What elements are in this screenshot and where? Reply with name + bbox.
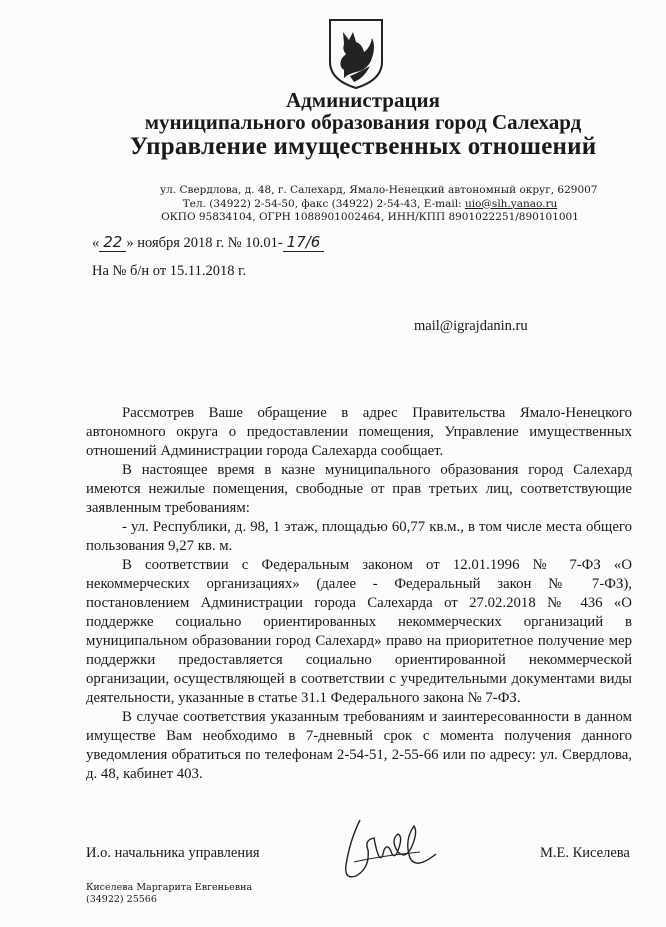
- contacts-line: Тел. (34922) 2-54-50, факс (34922) 2-54-43, E-mail: uio@slh.yanao.ru: [182, 197, 558, 210]
- letter-body: [86, 404, 632, 784]
- handwritten-signature-icon: [340, 810, 450, 890]
- executor-block: [86, 882, 252, 906]
- executor-name: Киселева Маргарита Евгеньевна: [86, 882, 253, 893]
- header-municipality: муниципального образования город Салехард: [144, 110, 582, 134]
- fox-emblem-icon: [326, 18, 386, 90]
- reply-ref: На № б/н от 15.11.2018 г.: [92, 263, 247, 279]
- paragraph: Рассмотрев Ваше обращение в адрес Правительства Ямало-Ненецкого автономного округа о предоставлении помещения, Управление имущественных отношений Администрации города Салехарда сообщает.: [86, 405, 632, 459]
- recipient-email: mail@igrajdanin.ru: [414, 318, 528, 334]
- paragraph: - ул. Республики, д. 98, 1 этаж, площадью 60,77 кв.м., в том числе места общего пользования 9,27 кв. м.: [86, 519, 632, 554]
- signatory-position: И.о. начальника управления: [86, 845, 260, 861]
- paragraph: В соответствии с Федеральным законом от 12.01.1996 № 7-ФЗ «О некоммерческих организациях» (далее - Федеральный закон № 7-ФЗ), постановлением Администрации города Салехарда от 27.02.2018 № 436 «О поддержке социально ориентированных некоммерческих организаций в муниципальном образовании город Салехард» право на приоритетное получение мер поддержки предоставляется социально ориентированной некоммерческой организации, осуществляющей в соответствии с учредительными документами виды деятельности, указанные в статье 31.1 Федерального закона № 7-ФЗ.: [86, 557, 632, 706]
- outgoing-ref: « 22 » ноября 2018 г. № 10.01- 17/6: [92, 233, 324, 252]
- header-department: Управление имущественных отношений: [129, 133, 597, 160]
- paragraph: В настоящее время в казне муниципального образования город Салехард имеются нежилые помещения, свободные от прав третьих лиц, соответствующие заявленным требованиям:: [86, 462, 632, 516]
- registration-line: ОКПО 95834104, ОГРН 1088901002464, ИНН/КПП 8901022251/890101001: [161, 211, 579, 223]
- header-administration: Администрация: [285, 88, 441, 112]
- executor-phone: (34922) 25566: [86, 894, 157, 905]
- ref-number-hand: 17/6: [283, 233, 325, 252]
- address-block: [160, 184, 598, 225]
- signatory-name: М.Е. Киселева: [540, 845, 630, 861]
- email-link[interactable]: uio@slh.yanao.ru: [464, 197, 558, 210]
- address-line: ул. Свердлова, д. 48, г. Салехард, Ямало-Ненецкий автономный округ, 629007: [160, 184, 598, 196]
- paragraph: В случае соответствия указанным требованиям и заинтересованности в данном имуществе Вам необходимо в 7-дневный срок с момента получения данного уведомления обратиться по телефонам 2-54-51, 2-55-66 или по адресу: ул. Свердлова, д. 48, кабинет 403.: [86, 709, 632, 782]
- ref-day: 22: [99, 233, 126, 252]
